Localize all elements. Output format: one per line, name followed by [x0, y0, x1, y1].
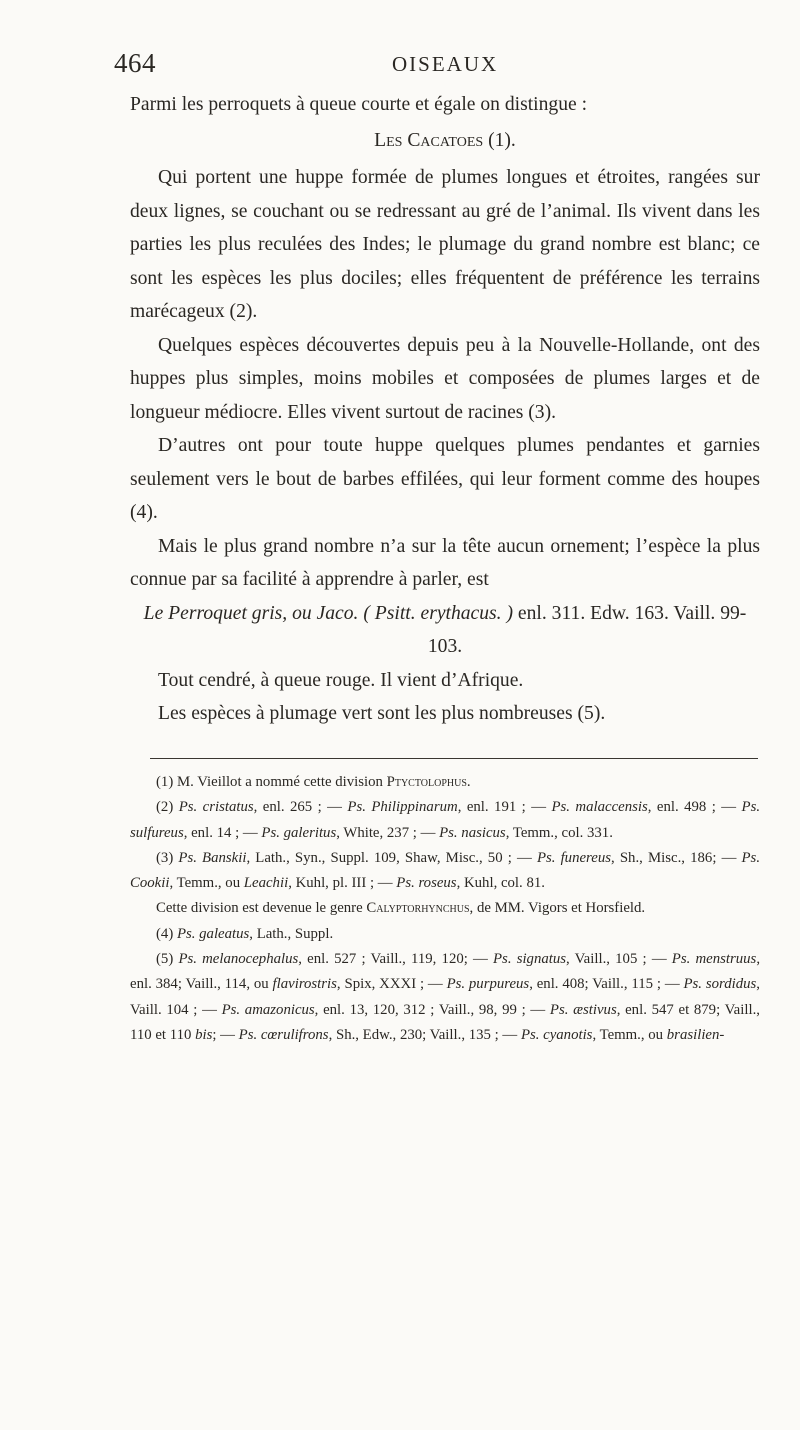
footnote-2: (2) Ps. cristatus, enl. 265 ; — Ps. Philippinarum, enl. 191 ; — Ps. malaccensis, enl. 498 ; — Ps. sulfureus, enl. 14 ; — Ps. galeritus, White, 237 ; — Ps. nasicus, Temm., col. 331. [130, 799, 761, 841]
section-heading: Les Cacatoes (1). [374, 129, 516, 151]
footnote-1: (1) M. Vieillot a nommé cette division Ptyctolophus. [156, 774, 471, 790]
paragraph-plumage-vert: Les espèces à plumage vert sont les plus nombreuses (5). [158, 703, 606, 724]
species-entry [130, 597, 760, 664]
paragraph-nouvelle-hollande: Quelques espèces découvertes depuis peu à la Nouvelle-Hollande, ont des huppes plus simples, moins mobiles et composées de plumes larges et de longueur médiocre. Elles vivent surtout de racines (3). [130, 334, 760, 423]
intro-paragraph: Parmi les perroquets à queue courte et égale on distingue : [130, 94, 588, 115]
species-scientific-name: ( Psitt. erythacus. ) [363, 602, 514, 624]
page-number: 464 [114, 48, 156, 78]
footnote-5: (5) Ps. melanocephalus, enl. 527 ; Vaill., 119, 120; — Ps. signatus, Vaill., 105 ; — Ps. menstruus, enl. 384; Vaill., 114, ou flavirostris, Spix, XXXI ; — Ps. purpureus, enl. 408; Vaill., 115 ; — Ps. sordidus, Vaill. 104 ; — Ps. amazonicus, enl. 13, 120, 312 ; Vaill., 98, 99 ; — Ps. æstivus, enl. 547 et 879; Vaill., 110 et 110 bis; — Ps. cœrulifrons, Sh., Edw., 230; Vaill., 135 ; — Ps. cyanotis, Temm., ou brasilien- [130, 951, 761, 1043]
main-text [130, 88, 760, 731]
paragraph-ornement: Mais le plus grand nombre n’a sur la tête aucun ornement; l’espèce la plus connue par sa facilité à apprendre à parler, est [130, 535, 760, 590]
footnote-3: (3) Ps. Banskii, Lath., Syn., Suppl. 109, Shaw, Misc., 50 ; — Ps. funereus, Sh., Misc., 186; — Ps. Cookii, Temm., ou Leachii, Kuhl, pl. III ; — Ps. roseus, Kuhl, col. 81. [130, 849, 761, 892]
paragraph-cacatoes: Qui portent une huppe formée de plumes longues et étroites, rangées sur deux lignes, se couchant ou se redressant au gré de l’animal. Ils vivent dans les parties les plus reculées des Indes; le plumage du grand nombre est blanc; ce sont les espèces les plus dociles; elles fréquentent de préférence les terrains marécageux (2). [130, 167, 760, 322]
running-head: OISEAUX [392, 52, 499, 76]
page-header [114, 48, 734, 88]
footnotes [130, 770, 760, 1048]
footnote-divider [150, 758, 758, 759]
species-references: enl. 311. Edw. 163. Vaill. 99-103. [427, 602, 747, 657]
paragraph-description: Tout cendré, à queue rouge. Il vient d’Afrique. [158, 669, 524, 691]
species-name: Le Perroquet gris, ou Jaco. [143, 602, 359, 624]
paragraph-houpes: D’autres ont pour toute huppe quelques plumes pendantes et garnies seulement vers le bout de barbes effilées, qui leur forment comme des houpes (4). [130, 435, 760, 523]
footnote-3-continuation: Cette division est devenue le genre Calyptorhynchus, de MM. Vigors et Horsfield. [156, 900, 646, 917]
footnote-4: (4) Ps. galeatus, Lath., Suppl. [156, 925, 334, 942]
